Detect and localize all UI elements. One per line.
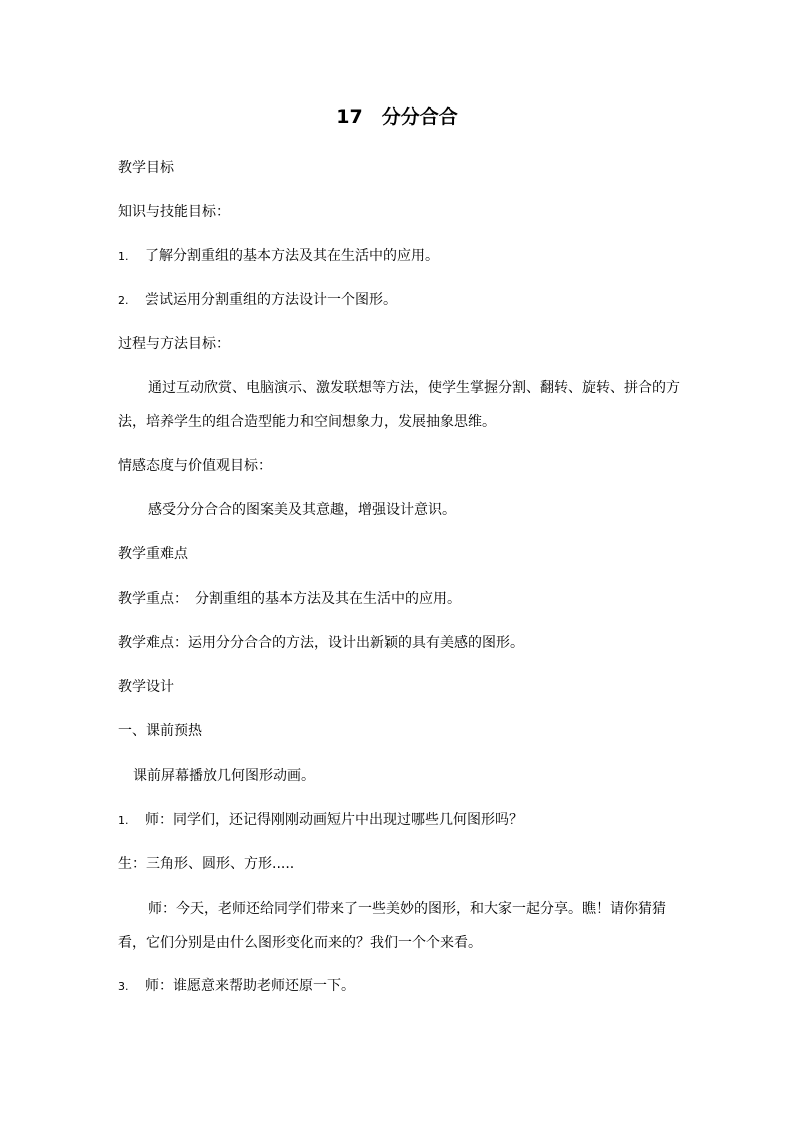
- emotion-values-label: 情感态度与价值观目标：: [118, 458, 272, 474]
- list-item: [118, 810, 523, 831]
- list-number: 3.: [118, 980, 129, 993]
- heading-key-difficult: 教学重难点: [118, 546, 188, 562]
- list-number: 1.: [118, 250, 129, 263]
- knowledge-skills-label: 知识与技能目标：: [118, 204, 230, 220]
- section-heading-warmup: 一、课前预热: [118, 723, 202, 739]
- teacher-paragraph: 师：今天，老师还给同学们带来了一些美妙的图形，和大家一起分享。瞧！请你猜猜看，它们分别是由什么图形变化而来的？我们一个个来看。: [118, 901, 666, 951]
- list-item-text: 尝试运用分割重组的方法设计一个图形。: [145, 292, 397, 308]
- emotion-values-text: 感受分分合合的图案美及其意趣，增强设计意识。: [148, 502, 456, 518]
- key-point: 教学重点： 分割重组的基本方法及其在生活中的应用。: [118, 591, 461, 607]
- difficult-point: 教学难点：运用分分合合的方法，设计出新颖的具有美感的图形。: [118, 635, 524, 651]
- page-title: 17 分分合合: [336, 106, 458, 128]
- list-item-text: 了解分割重组的基本方法及其在生活中的应用。: [145, 248, 439, 264]
- student-answer: 生：三角形、圆形、方形.....: [118, 856, 295, 872]
- list-item: [118, 246, 439, 267]
- list-number: 1.: [118, 814, 129, 827]
- list-item: [118, 290, 397, 311]
- list-item: [118, 976, 355, 997]
- list-item-text: 师：同学们，还记得刚刚动画短片中出现过哪些几何图形吗？: [145, 812, 523, 828]
- list-number: 2.: [118, 294, 129, 307]
- process-method-label: 过程与方法目标：: [118, 336, 230, 352]
- list-item-text: 师：谁愿意来帮助老师还原一下。: [145, 978, 355, 994]
- heading-teaching-goals: 教学目标: [118, 160, 174, 176]
- process-method-paragraph: 通过互动欣赏、电脑演示、激发联想等方法，使学生掌握分割、翻转、旋转、拼合的方法，培养学生的组合造型能力和空间想象力，发展抽象思维。: [118, 380, 680, 430]
- pre-class-text: 课前屏幕播放几何图形动画。: [133, 768, 315, 784]
- heading-teaching-design: 教学设计: [118, 679, 174, 695]
